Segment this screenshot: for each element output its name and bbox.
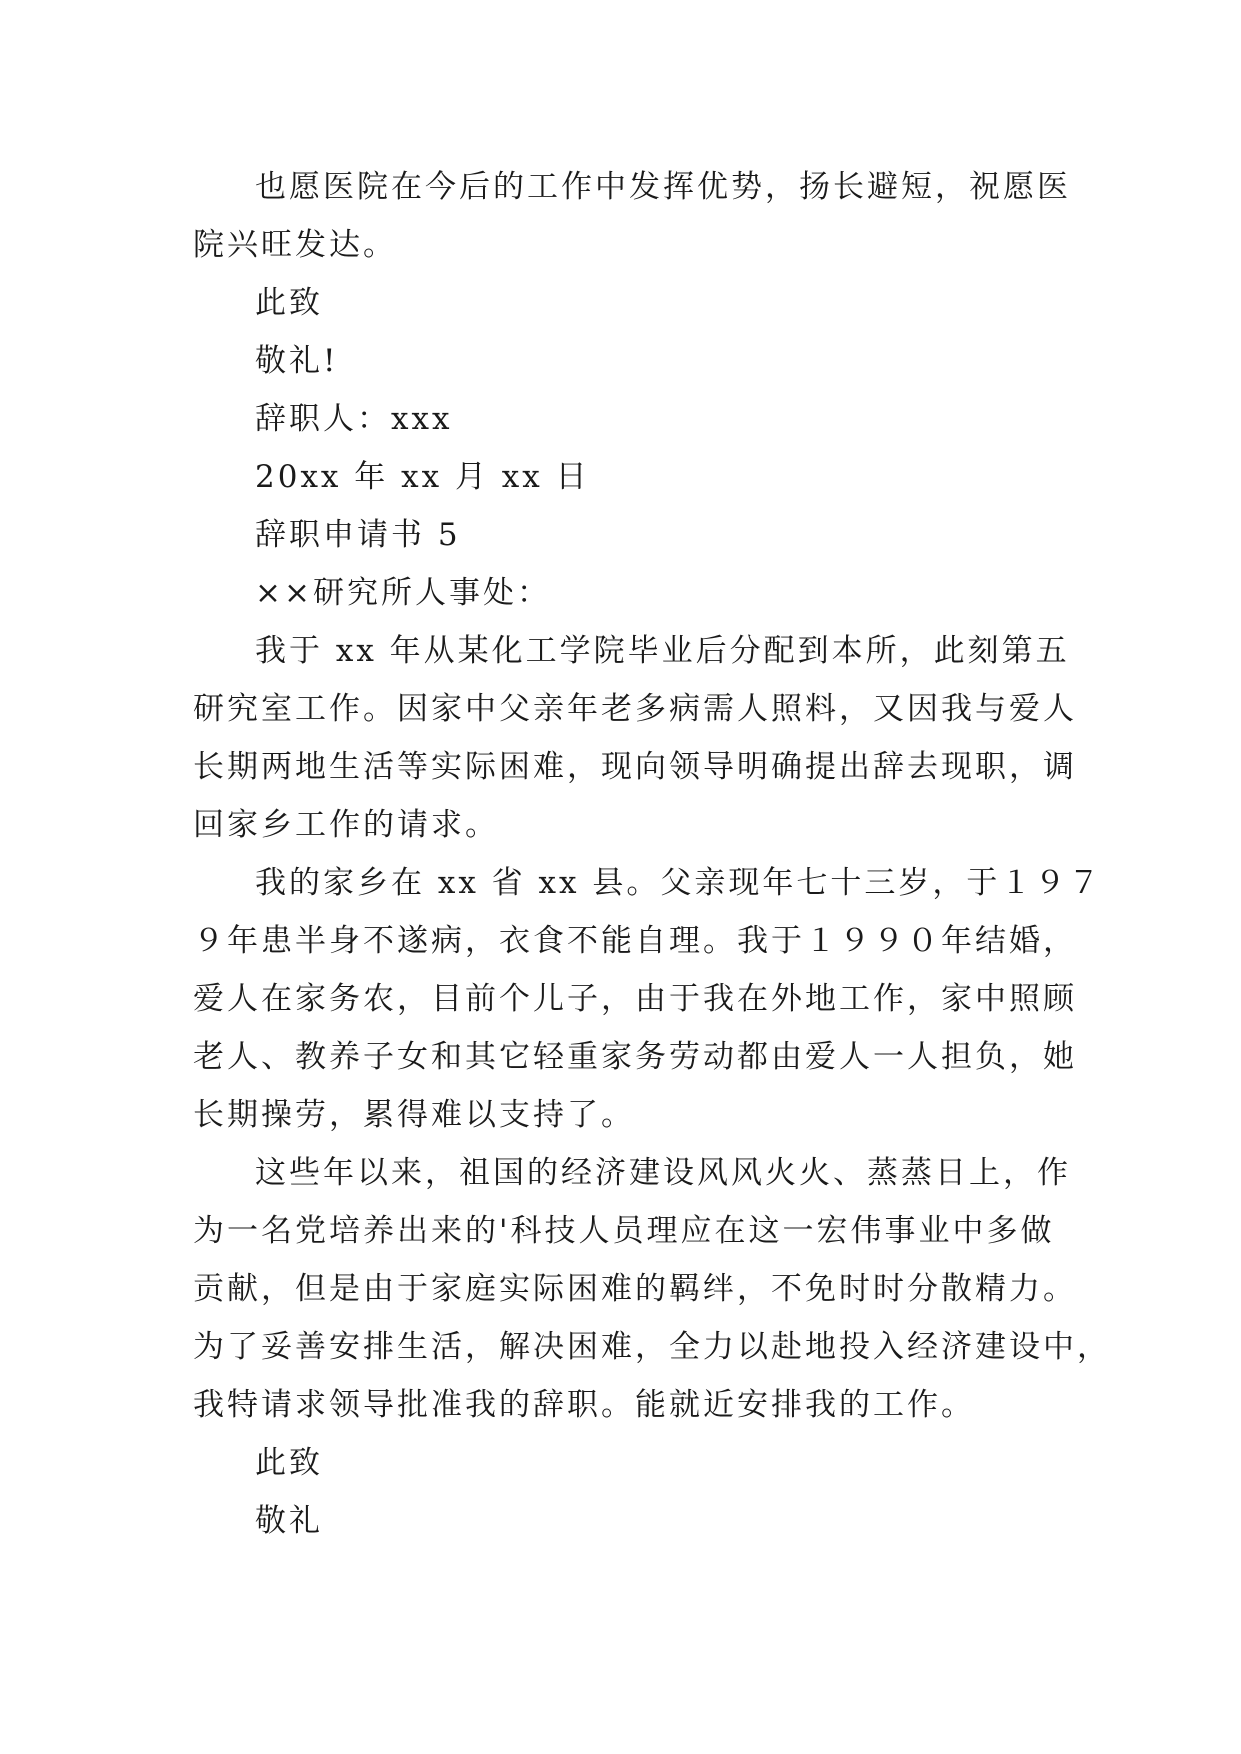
text-line-18: 这些年以来，祖国的经济建设风风火火、蒸蒸日上，作 xyxy=(255,1155,1071,1191)
closing-regards-2: 敬礼 xyxy=(255,1503,323,1539)
text-line-17: 长期操劳，累得难以支持了。 xyxy=(193,1097,635,1133)
text-line-19: 为一名党培养出来的'科技人员理应在这一宏伟事业中多做 xyxy=(193,1213,1055,1249)
text-line-14: ９年患半身不遂病，衣食不能自理。我于１９９０年结婚， xyxy=(193,923,1077,959)
text-line-11: 长期两地生活等实际困难，现向领导明确提出辞去现职，调 xyxy=(193,749,1077,785)
text-line-15: 爱人在家务农，目前个儿子，由于我在外地工作，家中照顾 xyxy=(193,981,1077,1017)
text-line-22: 我特请求领导批准我的辞职。能就近安排我的工作。 xyxy=(193,1387,975,1423)
document-page xyxy=(193,158,1111,1550)
text-line-9: 我于 xx 年从某化工学院毕业后分配到本所，此刻第五 xyxy=(255,633,1070,669)
text-line-2: 院兴旺发达。 xyxy=(193,227,397,263)
closing-regards-1: 敬礼! xyxy=(255,343,339,379)
closing-salutation-2: 此致 xyxy=(255,1445,323,1481)
date-line: 20xx 年 xx 月 xx 日 xyxy=(255,459,590,495)
text-line-13: 我的家乡在 xx 省 xx 县。父亲现年七十三岁，于１９７ xyxy=(255,865,1103,901)
text-line-21: 为了妥善安排生活，解决困难，全力以赴地投入经济建设中， xyxy=(193,1329,1111,1365)
text-line-10: 研究室工作。因家中父亲年老多病需人照料，又因我与爱人 xyxy=(193,691,1077,727)
addressee-line: ××研究所人事处： xyxy=(255,575,551,611)
closing-salutation-1: 此致 xyxy=(255,285,323,321)
text-line-20: 贡献，但是由于家庭实际困难的羁绊，不免时时分散精力。 xyxy=(193,1271,1077,1307)
text-line-16: 老人、教养子女和其它轻重家务劳动都由爱人一人担负，她 xyxy=(193,1039,1077,1075)
section-title: 辞职申请书 5 xyxy=(255,517,461,553)
text-line-12: 回家乡工作的请求。 xyxy=(193,807,499,843)
signatory-line: 辞职人：xxx xyxy=(255,401,453,437)
text-line-1: 也愿医院在今后的工作中发挥优势，扬长避短，祝愿医 xyxy=(255,169,1071,205)
